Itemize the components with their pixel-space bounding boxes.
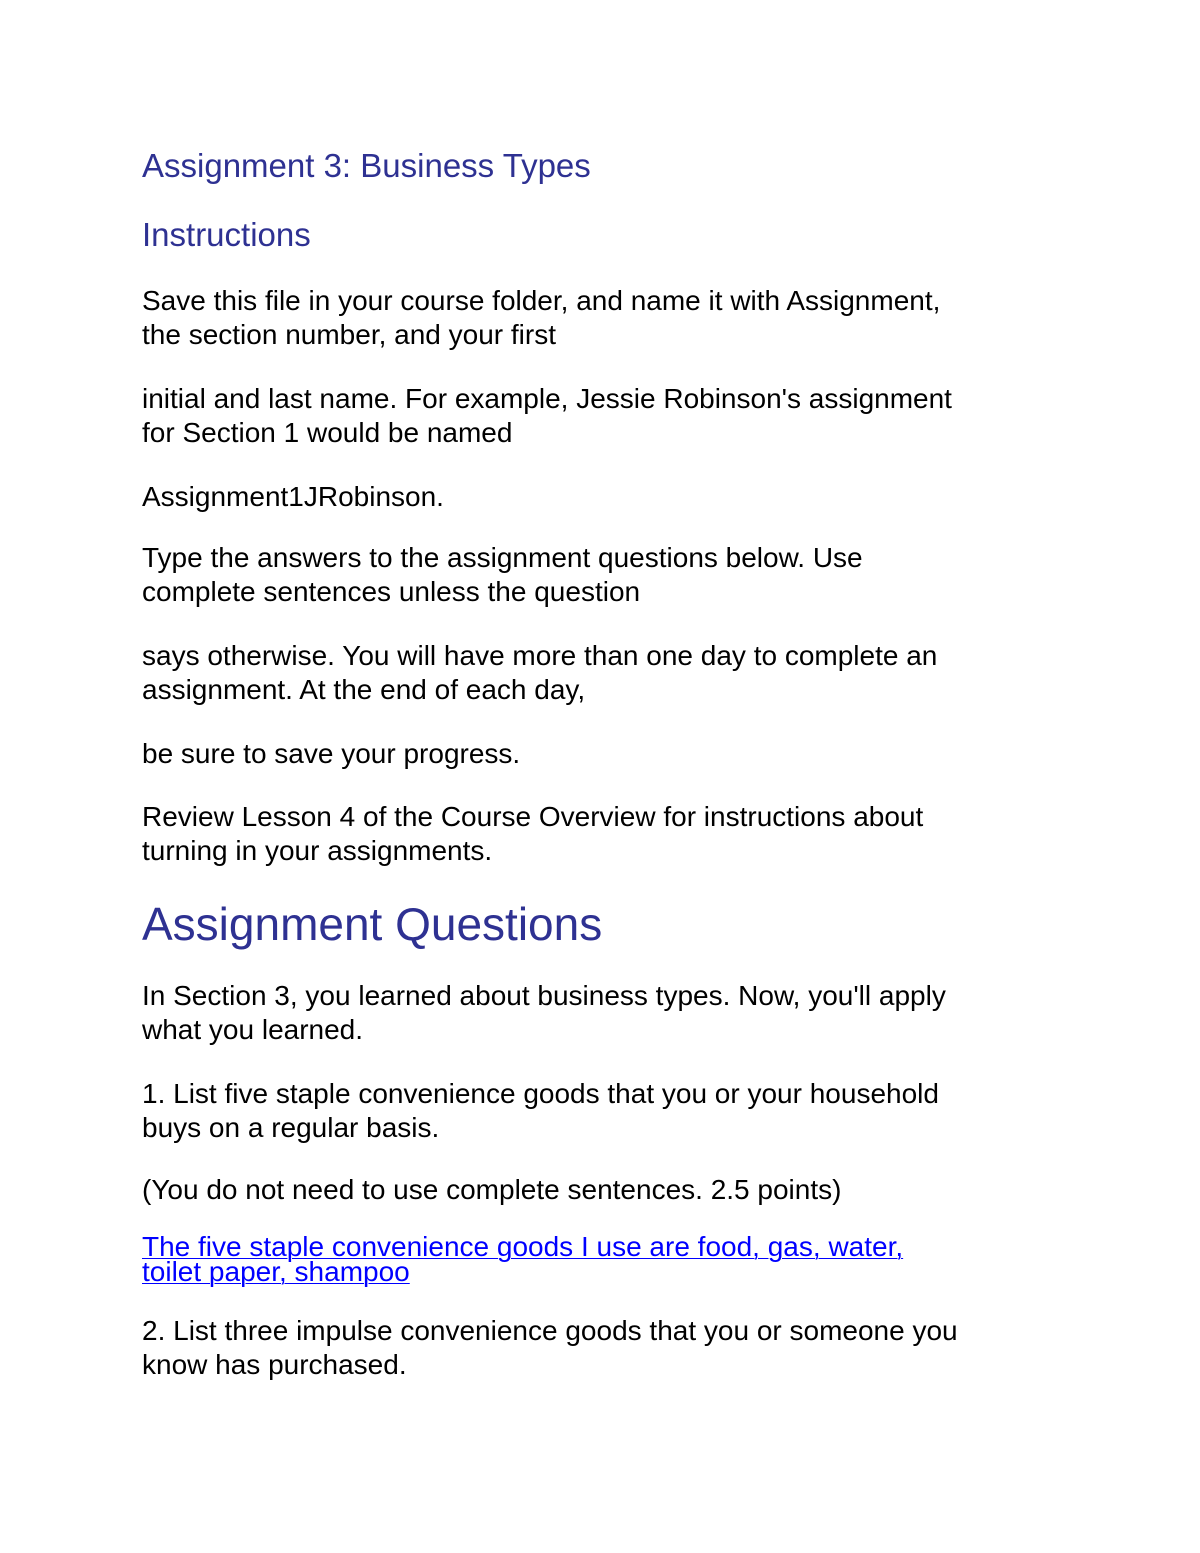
instructions-heading: Instructions bbox=[142, 216, 311, 253]
text-line: Review Lesson 4 of the Course Overview for instructions about bbox=[142, 801, 924, 832]
instruction-paragraph bbox=[142, 737, 1082, 771]
text-line: turning in your assignments. bbox=[142, 835, 493, 866]
instruction-paragraph bbox=[142, 639, 1082, 707]
question-1 bbox=[142, 1077, 1082, 1145]
text-line: what you learned. bbox=[142, 1014, 364, 1045]
instruction-paragraph bbox=[142, 541, 1082, 609]
text-line: 2. List three impulse convenience goods that you or someone you bbox=[142, 1315, 958, 1346]
answer-line: toilet paper, shampoo bbox=[142, 1256, 410, 1287]
text-line: Type the answers to the assignment questions below. Use bbox=[142, 542, 863, 573]
text-line: the section number, and your first bbox=[142, 319, 556, 350]
text-line: buys on a regular basis. bbox=[142, 1112, 440, 1143]
text-line: complete sentences unless the question bbox=[142, 576, 641, 607]
instruction-paragraph bbox=[142, 284, 1082, 352]
text-line: Save this file in your course folder, and name it with Assignment, bbox=[142, 285, 941, 316]
question-1-note: (You do not need to use complete sentences. 2.5 points) bbox=[142, 1174, 842, 1205]
instruction-paragraph bbox=[142, 480, 1082, 514]
text-line: know has purchased. bbox=[142, 1349, 407, 1380]
questions-heading: Assignment Questions bbox=[142, 898, 603, 950]
assignment-title: Assignment 3: Business Types bbox=[142, 147, 591, 184]
text-line: initial and last name. For example, Jessie Robinson's assignment bbox=[142, 383, 952, 414]
text-line: In Section 3, you learned about business types. Now, you'll apply bbox=[142, 980, 946, 1011]
text-line: 1. List five staple convenience goods that you or your household bbox=[142, 1078, 939, 1109]
instruction-paragraph bbox=[142, 382, 1082, 450]
text-line: be sure to save your progress. bbox=[142, 738, 521, 769]
text-line: for Section 1 would be named bbox=[142, 417, 513, 448]
text-line: says otherwise. You will have more than one day to complete an bbox=[142, 640, 938, 671]
questions-intro bbox=[142, 979, 1082, 1047]
text-line: Assignment1JRobinson. bbox=[142, 481, 444, 512]
instruction-paragraph bbox=[142, 800, 1082, 868]
question-2 bbox=[142, 1314, 1082, 1382]
text-line: assignment. At the end of each day, bbox=[142, 674, 586, 705]
answer-line: The five staple convenience goods I use are food, gas, water, bbox=[142, 1231, 904, 1262]
answer-1[interactable] bbox=[142, 1231, 1082, 1287]
